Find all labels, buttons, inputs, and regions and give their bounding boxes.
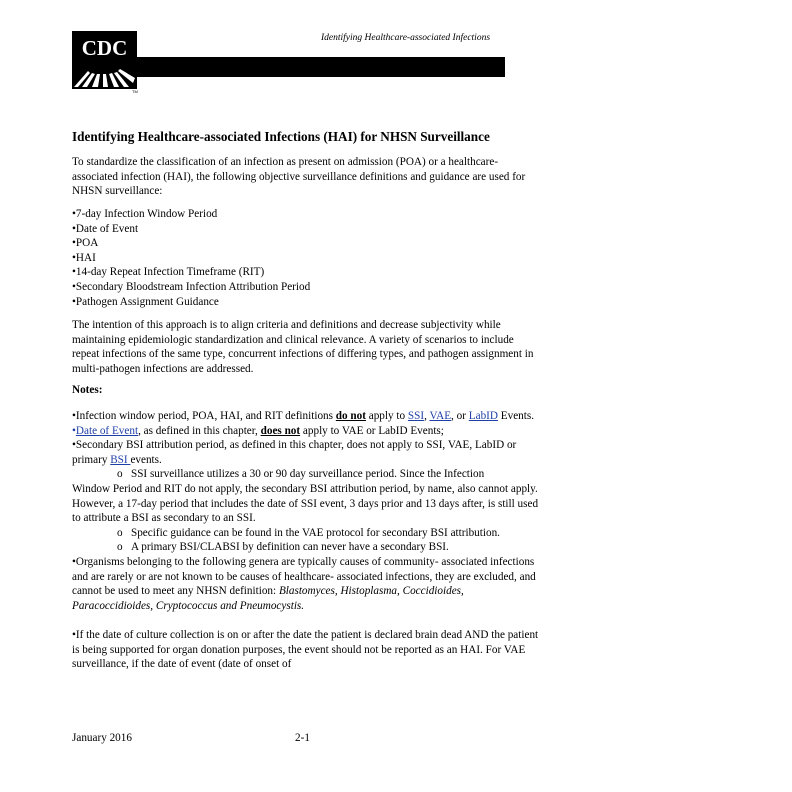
- notes-section: [72, 409, 542, 672]
- list-item: •14-day Repeat Infection Timeframe (RIT): [72, 266, 265, 279]
- note-item: •Organisms belonging to the following genera are typically causes of community- associated infections and are rarely or are not known to be causes of healthcare- associated infections, they are excluded, and cannot be used to meet any NHSN definition: Blastomyces, Histoplasma, Coccidioides, Paracoccidioides, Cryptococcus and Pneumocystis.: [72, 555, 536, 612]
- intention-paragraph: The intention of this approach is to align criteria and definitions and decrease subjectivity while maintaining epidemiologic standardization and clinical relevance. A variety of scenarios to include repeat infections of the same type, concurrent infections of differing types, and pathogen assignment in multi-pathogen infections are addressed.: [72, 319, 534, 375]
- ssi-link[interactable]: SSI: [407, 410, 425, 422]
- list-item: •Pathogen Assignment Guidance: [72, 295, 219, 308]
- svg-text:TM: TM: [132, 89, 138, 94]
- note-item: •Secondary BSI attribution period, as defined in this chapter, does not apply to SSI, VAE, LabID or primary BSI events.: [72, 439, 517, 466]
- page-title: Identifying Healthcare-associated Infections (HAI) for NHSN Surveillance: [72, 129, 490, 144]
- list-item: •POA: [72, 237, 99, 250]
- labid-link[interactable]: LabID: [468, 410, 498, 422]
- sub-item: o Specific guidance can be found in the VAE protocol for secondary BSI attribution.: [117, 526, 500, 539]
- list-item: •HAI: [72, 251, 96, 264]
- list-item: •Date of Event: [72, 222, 139, 235]
- note-item: •If the date of culture collection is on or after the date the patient is declared brain dead AND the patient is being supported for organ donation purposes, the event should not be reported as an HAI. For VAE surveillance, if the date of event (date of onset of: [72, 628, 539, 671]
- footer-date: January 2016: [72, 732, 132, 744]
- page-number: 2-1: [295, 732, 310, 744]
- bsi-link[interactable]: BSI: [110, 453, 131, 466]
- cdc-logo: [72, 31, 137, 93]
- sub-item-continuation: Window Period and RIT do not apply, the secondary BSI attribution period, by name, also cannot apply. However, a 17-day period that includes the date of SSI event, 3 days prior and 13 days after, is still used to attribute a BSI as secondary to an SSI.: [72, 482, 539, 525]
- note-item: •Date of Event, as defined in this chapter, does not apply to VAE or LabID Events;: [72, 424, 444, 437]
- sub-item: o SSI surveillance utilizes a 30 or 90 day surveillance period. Since the Infection: [117, 468, 485, 481]
- list-item: •Secondary Bloodstream Infection Attribution Period: [72, 280, 311, 293]
- running-header: Identifying Healthcare-associated Infections: [321, 33, 491, 43]
- list-item: •7-day Infection Window Period: [72, 208, 218, 220]
- date-of-event-link[interactable]: Date of Event: [75, 424, 139, 437]
- vae-link[interactable]: VAE: [429, 410, 452, 422]
- sub-item: o A primary BSI/CLABSI by definition can never have a secondary BSI.: [117, 541, 449, 554]
- note-item: •Infection window period, POA, HAI, and RIT definitions do not apply to SSI, VAE, or LabID Events.: [72, 410, 535, 422]
- definition-list: [72, 207, 310, 309]
- notes-heading: Notes:: [72, 384, 103, 396]
- intro-paragraph: To standardize the classification of an infection as present on admission (POA) or a healthcare-associated infection (HAI), the following objective surveillance definitions and guidance are used for NHSN surveillance:: [72, 156, 526, 198]
- svg-text:CDC: CDC: [81, 36, 128, 60]
